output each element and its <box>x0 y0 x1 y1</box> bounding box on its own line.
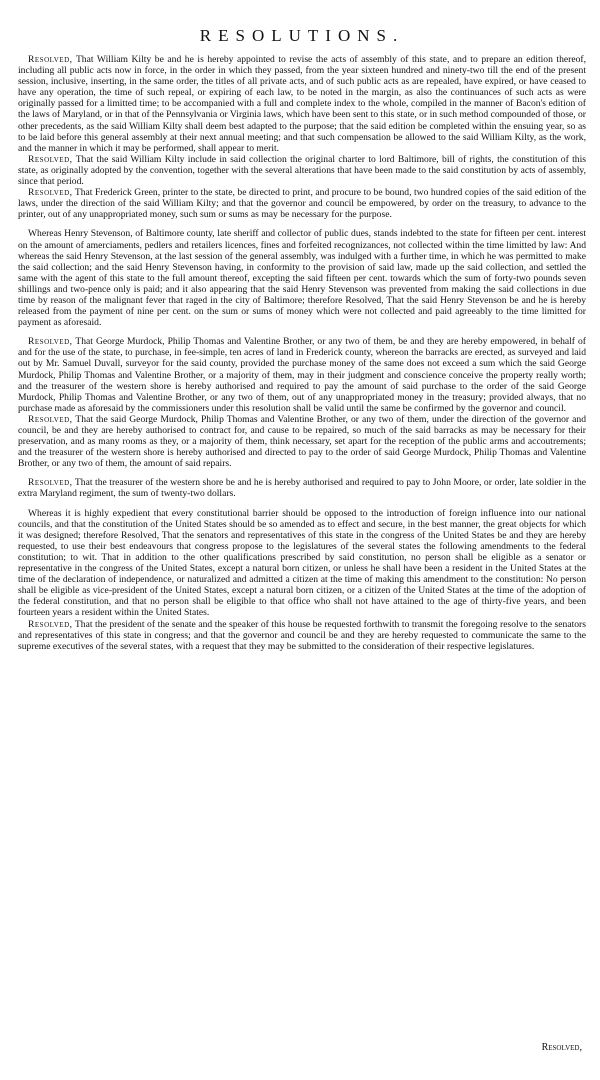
resolution-paragraph <box>18 414 586 469</box>
resolution-text: That the treasurer of the western shore be and he is hereby authorised and required to pay to John Moore, or order, late soldier in the extra Maryland regiment, the sum of twenty-two dollars. <box>18 477 586 500</box>
resolution-paragraph <box>18 477 586 499</box>
resolution-text: That Frederick Green, printer to the state, be directed to print, and procure to be bound, two hundred copies of the said edition of the laws, under the direction of the said William Kilty; and that the governor and council be empowered, by order on the treasury, to advance to the printer, out of any unappropriated money, such sum or sums as may be necessary for the purpose. <box>18 187 586 221</box>
resolution-text: That William Kilty be and he is hereby appointed to revise the acts of assembly of this state, and to prepare an edition thereof, including all public acts now in force, in the order in which they passed, from the year sixteen hundred and ninety-two till the end of the present session, inclusive, inserting, in the same order, the titles of all private acts, and of such public acts as are repealed, have expired, or have ceased to have any operation, the time of such repeal, or expiring of each law, to be noted in the margin, as also the continuances of such acts as were originally passed for a limitted time; to be accompanied with a full and complete index to the whole, compiled in the manner of Bacon's edition of the laws of Maryland, or in that of the Pennsylvania or Virginia laws, which have been sent to this state, or in such method compounded of those, or other precedents, as the said William Kilty shall deem best adapted to the purpose; that the said edition be completed within the ensuing year, so as to be laid before this general assembly at their next annual meeting; and that such compensation be allowed to the said William Kilty, as the work, and the manner in which it may be performed, shall appear to merit. <box>18 54 586 154</box>
resolution-paragraph <box>18 154 586 187</box>
resolved-lead: Resolved, <box>28 187 73 199</box>
resolutions-body <box>18 54 586 652</box>
catchword: Resolved, <box>541 1042 582 1053</box>
resolution-text: Whereas it is highly expedient that every constitutional barrier should be opposed to the introduction of foreign influence into our national councils, and that the constitution of the United States should be so amended as to effect and secure, in the best manner, the great objects for which it was designed; therefore Resolved, That the senators and representatives of this state in the congress of the United States be and they are hereby requested, to use their best endeavours that congress propose to the legislatures of the several states the following amendments to the federal constitution; to wit. That in addition to the other qualifications prescribed by said constitution, no person shall be eligible as a senator or representative in the congress of the United States, except a natural born citizen, or unless he shall have been a resident in the United States at the time of the declaration of independence, or naturalized and admitted a citizen at the time of making this amendment to the constitution: No person shall be eligible as vice-president of the United States, except a natural born citizen, or a citizen of the United States at the time of the adoption of the federal constitution, and that no person shall be eligible to that office who shall not have attained to the age of thirty-five years, and been fourteen years a resident within the United States. <box>18 507 586 619</box>
resolution-paragraph <box>18 619 586 652</box>
resolution-text: That the said George Murdock, Philip Thomas and Valentine Brother, or any two of them, under the direction of the governor and council, be and they are hereby authorised to contract for, and cause to be repaired, so much of the said barracks as may be necessary for their preservation, and as many rooms as they, or a majority of them, think necessary, set apart for the reception of the public arms and accoutrements; and the treasurer of the western shore is hereby authorised and directed to pay to the order of said George Murdock, Philip Thomas and Valentine Brother, or any two of them, the amount of said repairs. <box>18 413 586 470</box>
resolution-text: That the president of the senate and the speaker of this house be requested forthwith to transmit the foregoing resolve to the senators and representatives of this state in congress; and that the governor and council be and they are hereby requested to communicate the same to the supreme executives of the several states, with a request that they may be submitted to the consideration of their respective legislatures. <box>18 618 586 652</box>
resolution-text: That the said William Kilty include in said collection the original charter to lord Baltimore, bill of rights, the constitution of this state, as originally adopted by the convention, together with the several alterations that have been made to the said constitution by acts of assembly, since that period. <box>18 153 586 188</box>
resolved-lead: Resolved, <box>28 336 73 348</box>
resolution-paragraph <box>18 508 586 619</box>
resolution-paragraph <box>18 228 586 328</box>
resolution-text: That George Murdock, Philip Thomas and Valentine Brother, or any two of them, be and they are hereby empowered, in behalf of and for the use of the state, to purchase, in fee-simple, ten acres of land in Frederick county, whereon the barracks are erected, as surveyed and laid out by Mr. Samuel Duvall, surveyor for the said county, provided the purchase money of the same does not exceed a sum which the said George Murdock, Philip Thomas and Valentine Brother, or a majority of them, may in their judgment and conscience conceive the property really worth; and the treasurer of the western shore is hereby authorised and required to pay the amount of said purchase to the order of the said George Murdock, Philip Thomas and Valentine Brother, or any two of them, out of any unappropriated money in the treasury; provided always, that no purchase made as aforesaid by the commissioners under this resolution shall be valid until the same be confirmed by the governor and council. <box>18 336 586 414</box>
resolution-paragraph <box>18 54 586 154</box>
resolution-paragraph <box>18 187 586 220</box>
resolution-text: Whereas Henry Stevenson, of Baltimore county, late sheriff and collector of public dues, stands indebted to the state for fifteen per cent. interest on the amount of amerciaments, pedlers and retailers licences, fines and forfeited recognizances, not collected within the time limitted by law: And whereas the said Henry Stevenson, at the last session of the general assembly, was indulged with a further time, in which he was permitted to make the said collection; and the said Henry Stevenson having, in conformity to the provision of said law, made up the said collection, and settled the same with the agent of this state to the full amount thereof, excepting the said fifteen per cent. towards which the sum of forty-two pounds seven shillings and two-pence only is paid; and it also appearing that the said Henry Stevenson was prevented from making the said collections in due time by reason of the malignant fever that raged in the city of Baltimore; therefore Resolved, That the said Henry Stevenson be and he is hereby released from the payment of nine per cent. on the sum or sums of money which were not collected and paid agreeably to the time limitted for payment as aforesaid. <box>18 228 586 329</box>
paragraph-gap <box>18 500 586 508</box>
resolved-lead: Resolved, <box>28 54 73 65</box>
resolved-lead: Resolved, <box>28 477 73 489</box>
resolution-paragraph <box>18 336 586 414</box>
resolved-lead: Resolved, <box>28 618 73 630</box>
page-title: RESOLUTIONS. <box>199 26 405 45</box>
resolved-lead: Resolved, <box>28 153 73 165</box>
resolved-lead: Resolved, <box>28 413 73 425</box>
paragraph-gap <box>18 220 586 228</box>
paragraph-gap <box>18 469 586 477</box>
paragraph-gap <box>18 328 586 336</box>
